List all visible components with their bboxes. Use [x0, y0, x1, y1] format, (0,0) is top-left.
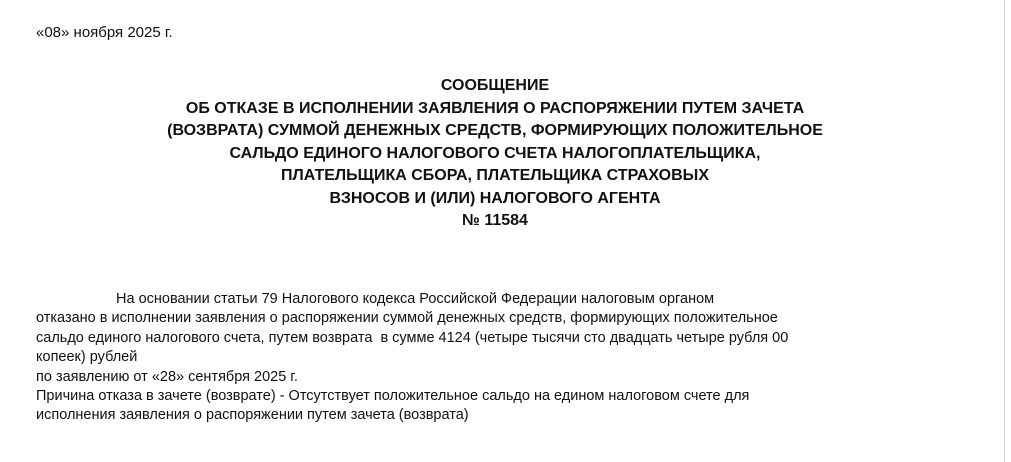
- body-line-refusal: отказано в исполнении заявления о распоряжении суммой денежных средств, формирующих положительное: [36, 310, 778, 327]
- body-line-legal-basis: На основании статьи 79 Налогового кодекса Российской Федерации налоговым органом: [116, 291, 715, 307]
- body-line-refusal-reason-cont: исполнения заявления о распоряжении путем зачета (возврата): [36, 407, 469, 424]
- title-line-heading: СООБЩЕНИЕ: [440, 77, 550, 94]
- document-title: [0, 75, 990, 233]
- document-body: [36, 290, 996, 426]
- body-line-refusal-reason: Причина отказа в зачете (возврате) - Отсутствует положительное сальдо на едином налоговом счете для: [36, 388, 750, 405]
- body-line-application-date: по заявлению от «28» сентября 2025 г.: [36, 368, 298, 385]
- title-line-subject-5: ВЗНОСОВ И (ИЛИ) НАЛОГОВОГО АГЕНТА: [329, 189, 661, 207]
- document-number: № 11584: [462, 212, 528, 229]
- title-line-subject-3: САЛЬДО ЕДИНОГО НАЛОГОВОГО СЧЕТА НАЛОГОПЛАТЕЛЬЩИКА,: [229, 144, 761, 162]
- body-line-amount-cont: копеек) рублей: [36, 349, 138, 366]
- title-line-subject-4: ПЛАТЕЛЬЩИКА СБОРА, ПЛАТЕЛЬЩИКА СТРАХОВЫХ: [280, 167, 709, 184]
- title-line-subject-2: (ВОЗВРАТА) СУММОЙ ДЕНЕЖНЫХ СРЕДСТВ, ФОРМИРУЮЩИХ ПОЛОЖИТЕЛЬНОЕ: [167, 122, 823, 139]
- document-date: «08» ноября 2025 г.: [36, 24, 173, 41]
- body-line-amount: сальдо единого налогового счета, путем возврата в сумме 4124 (четыре тысячи сто двадцать четыре рубля 00: [36, 329, 789, 346]
- page-edge-divider: [1004, 0, 1005, 462]
- title-line-subject-1: ОБ ОТКАЗЕ В ИСПОЛНЕНИИ ЗАЯВЛЕНИЯ О РАСПОРЯЖЕНИИ ПУТЕМ ЗАЧЕТА: [185, 99, 805, 117]
